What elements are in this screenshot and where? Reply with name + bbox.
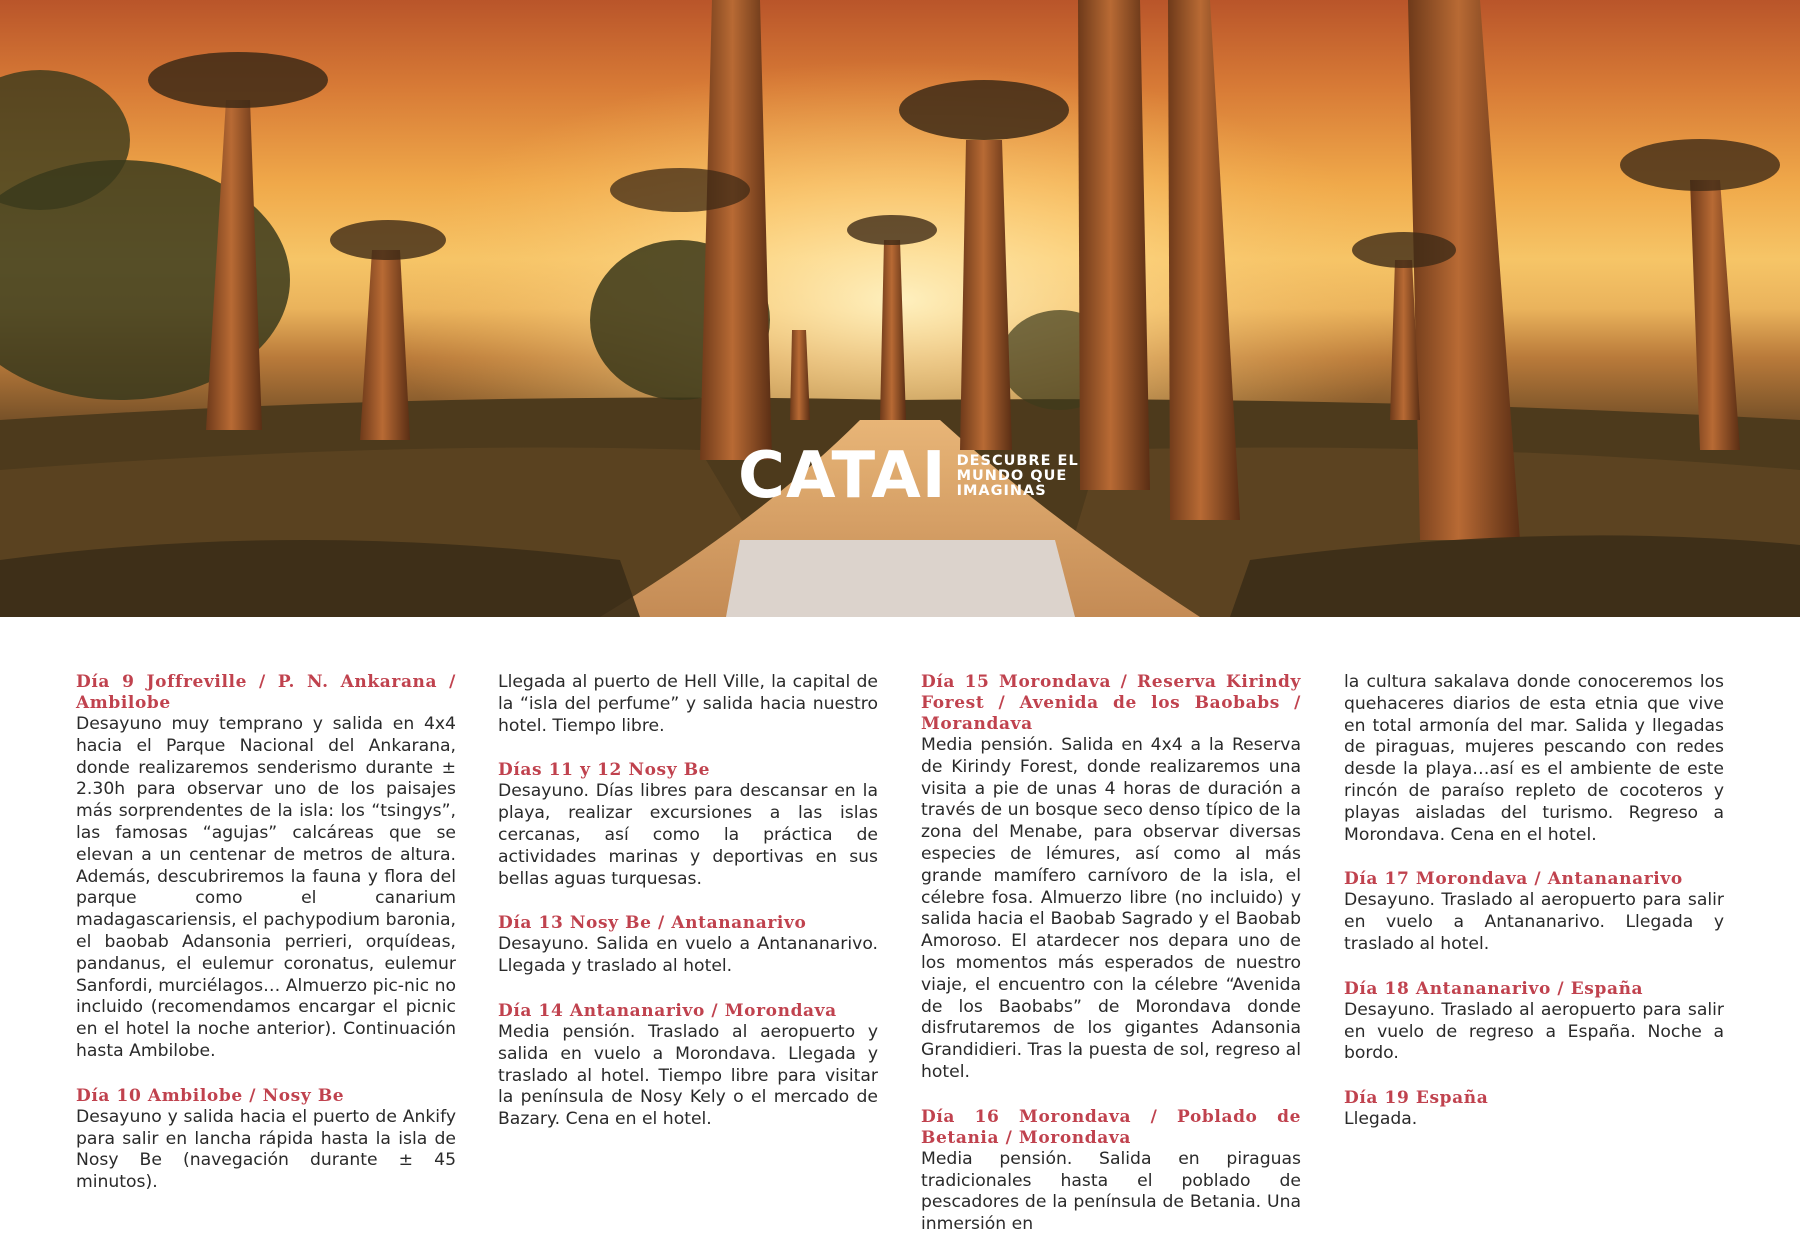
day-description: Desayuno. Traslado al aeropuerto para salir en vuelo a Antananarivo. Llegada y traslado al hotel.	[1344, 890, 1724, 954]
day-title: Día 17 Morondava / Antananarivo	[1344, 869, 1683, 890]
day-entry	[1344, 979, 1724, 1065]
day-title: Día 9 Joffreville / P. N. Ankarana / Ambilobe	[76, 672, 456, 713]
day-title: Día 14 Antananarivo / Morondava	[498, 1000, 837, 1021]
hero-photo-baobabs	[0, 0, 1800, 617]
itinerary-column-4	[1344, 672, 1724, 1154]
day-entry	[76, 1086, 456, 1194]
tagline-line: MUNDO QUE	[956, 467, 1068, 484]
day-description: Desayuno y salida hacia el puerto de Ankify para salir en lancha rápida hasta la isla de Nosy Be (navegación durante ± 45 minutos).	[76, 1106, 456, 1193]
day-description: Media pensión. Traslado al aeropuerto y salida en vuelo a Morondava. Llegada y traslado al hotel. Tiempo libre para visitar la península de Nosy Kely o el mercado de Bazary. Cena en el hotel.	[498, 1021, 878, 1130]
day-continuation	[1344, 672, 1724, 846]
day-title: Día 10 Ambilobe / Nosy Be	[76, 1085, 345, 1106]
itinerary-column-2	[498, 672, 878, 1154]
day-entry	[498, 760, 878, 890]
day-title: Día 18 Antananarivo / España	[1344, 978, 1644, 999]
day-description: Desayuno. Traslado al aeropuerto para salir en vuelo de regreso a España. Noche a bordo.	[1344, 999, 1724, 1064]
day-description: Llegada.	[1344, 1109, 1418, 1130]
day-description: Media pensión. Salida en piraguas tradicionales hasta el poblado de pescadores de la península de Betania. Una inmersión en	[921, 1148, 1301, 1235]
day-description: Desayuno. Salida en vuelo a Antananarivo. Llegada y traslado al hotel.	[498, 934, 878, 977]
day-continuation	[498, 672, 878, 737]
itinerary-column-3	[921, 672, 1301, 1259]
itinerary-column-1	[76, 672, 456, 1217]
baobab-landscape-illustration	[0, 0, 1800, 617]
logo-tagline	[957, 454, 1079, 499]
logo-wordmark: CATAI	[738, 439, 947, 513]
day-description: la cultura sakalava donde conoceremos los quehaceres diarios de esta etnia que vive en total armonía del mar. Salida y llegadas de piraguas, mujeres pescando con redes desde la playa…así es el ambiente de este rincón de paraíso repleto de cocoteros y playas aisladas del turismo. Regreso a Morondava. Cena en el hotel.	[1344, 672, 1724, 845]
day-entry	[921, 672, 1301, 1084]
day-entry	[498, 1001, 878, 1131]
tagline-line: IMAGINAS	[956, 482, 1047, 499]
day-description: Desayuno. Días libres para descansar en la playa, realizar excursiones a las islas cercanas, así como la práctica de actividades marinas y deportivas en sus bellas aguas turquesas.	[498, 781, 878, 889]
day-title: Día 15 Morondava / Reserva Kirindy Forest / Avenida de los Baobabs / Morandava	[921, 672, 1301, 734]
day-description: Llegada al puerto de Hell Ville, la capital de la “isla del perfume” y salida hacia nuestro hotel. Tiempo libre.	[498, 672, 878, 736]
day-description: Desayuno muy temprano y salida en 4x4 hacia el Parque Nacional del Ankarana, donde realizaremos senderismo durante ± 2.30h para observar uno de los paisajes más sorprendentes de la isla: los “tsingys”, las famosas “agujas” calcáreas que se elevan a un centenar de metros de altura. Además, descubriremos la fauna y flora del parque como el canarium madagascariensis, el pachypodium baronia, el baobab Adansonia perrieri, orquídeas, pandanus, el eulemur coronatus, eulemur Sanfordi, murciélagos… Almuerzo pic-nic no incluido (recomendamos encargar el picnic en el hotel la noche anterior). Continuación hasta Ambilobe.	[76, 714, 456, 1061]
day-entry	[498, 913, 878, 978]
catai-logo	[738, 439, 1079, 513]
day-title: Días 11 y 12 Nosy Be	[498, 760, 711, 781]
day-title: Día 19 España	[1344, 1088, 1489, 1109]
day-entry	[76, 672, 456, 1063]
day-description: Media pensión. Salida en 4x4 a la Reserva de Kirindy Forest, donde realizaremos una visita a pie de unas 4 horas de duración a través de un bosque seco denso típico de la zona del Menabe, para observar diversas especies de lémures, así como al más grande mamífero carnívoro de la isla, el célebre fosa. Almuerzo libre (no incluido) y salida hacia el Baobab Sagrado y el Baobab Amoroso. El atardecer nos depara uno de los momentos más esperados de nuestro viaje, el encuentro con la célebre “Avenida de los Baobabs” de Morondava donde disfrutaremos de los gigantes Adansonia Grandidieri. Tras la puesta de sol, regreso al hotel.	[921, 735, 1301, 1082]
day-title: Día 13 Nosy Be / Antananarivo	[498, 913, 807, 934]
day-title: Día 16 Morondava / Poblado de Betania / Morondava	[921, 1106, 1301, 1148]
day-entry	[1344, 869, 1724, 955]
day-entry	[921, 1107, 1301, 1236]
tagline-line: DESCUBRE EL	[956, 452, 1079, 469]
day-entry	[1344, 1088, 1724, 1131]
